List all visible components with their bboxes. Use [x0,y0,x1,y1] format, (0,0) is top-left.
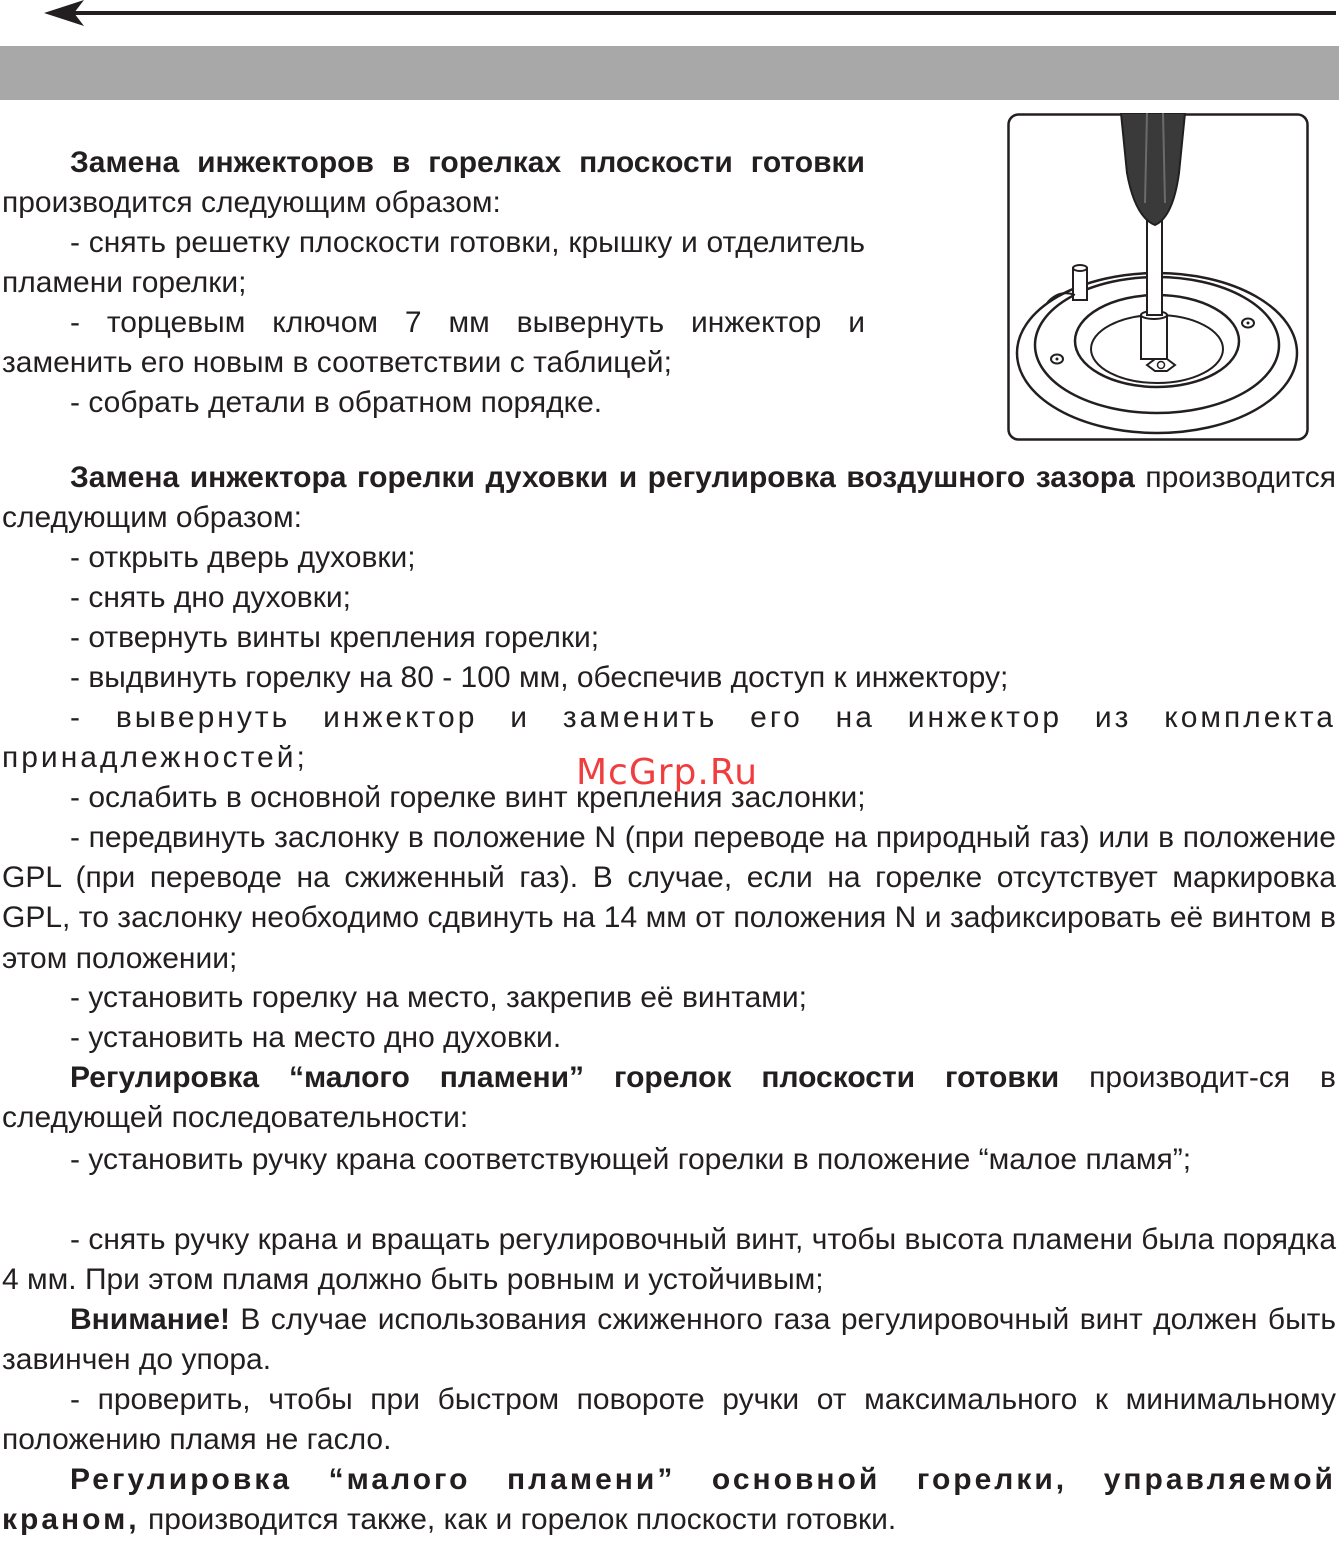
section1-title: Замена инжекторов в горелках плоскости готовки [70,146,865,179]
section4-title-rest: производится также, как и горелок плоскости готовки. [139,1503,897,1537]
section2-step: - установить горелку на место, закрепив её винтами; [70,981,808,1014]
section3-step: - проверить, чтобы при быстром повороте ручки от максимального к минимальному положению пламя не гасло. [2,1383,1336,1457]
section4-title: Регулировка “малого пламени” основной горелки, управляемой краном, [2,1463,1336,1537]
section4-intro [2,1460,1336,1540]
watermark: McGrp.Ru [576,752,759,793]
burner-injector-wrench-icon [1007,113,1309,441]
section3-intro [2,1058,1336,1138]
section3-warning [2,1300,1336,1380]
section2-step: - отвернуть винты крепления горелки; [70,621,600,654]
section2-intro [2,458,1336,538]
section3-step: - снять ручку крана и вращать регулировочный винт, чтобы высота пламени была порядка 4 мм. При этом пламя должно быть ровным и устойчивым; [2,1223,1336,1297]
section2-step: - ослабить в основной горелке винт крепления заслонки; [70,781,866,814]
section3-title-rest: производит-ся в следующей последовательности: [2,1061,1336,1135]
header-bar [0,46,1339,100]
section1-step: - торцевым ключом 7 мм вывернуть инжектор и заменить его новым в соответствии с таблицей; [2,306,865,380]
section1-title-rest: производится следующим образом: [2,186,501,220]
section1-step: - собрать детали в обратном порядке. [70,386,603,419]
section2-title-rest: производится следующим образом: [2,461,1337,535]
section2-step: - передвинуть заслонку в положение N (при переводе на природный газ) или в положение GPL (при переводе на сжиженный газ). В случае, если на горелке отсутствует маркировка GPL, то заслонку необходимо сдвинуть на 14 мм от положения N и зафиксировать её винтом в этом положении; [2,821,1336,975]
section3-step: - установить ручку крана соответствующей горелки в положение “малое пламя”; [70,1143,1192,1176]
section2-step: - открыть дверь духовки; [70,541,416,574]
section2-step: - установить на место дно духовки. [70,1021,562,1054]
section2-step: - вывернуть инжектор и заменить его на инжектор из комплекта принадлежностей; [2,701,1336,775]
section2-step: - выдвинуть горелку на 80 - 100 мм, обеспечив доступ к инжектору; [70,661,1009,694]
section1-step: - снять решетку плоскости готовки, крышку и отделитель пламени горелки; [2,226,865,300]
section2-step: - снять дно духовки; [70,581,351,614]
section1-intro [2,143,865,223]
warning-text: В случае использования сжиженного газа регулировочный винт должен быть завинчен до упора. [2,1303,1336,1377]
section2-title: Замена инжектора горелки духовки и регулировка воздушного зазора [70,461,1135,494]
warning-label: Внимание! [70,1303,230,1336]
back-arrow-icon [44,0,1336,28]
section3-title: Регулировка “малого пламени” горелок плоскости готовки [70,1061,1060,1094]
